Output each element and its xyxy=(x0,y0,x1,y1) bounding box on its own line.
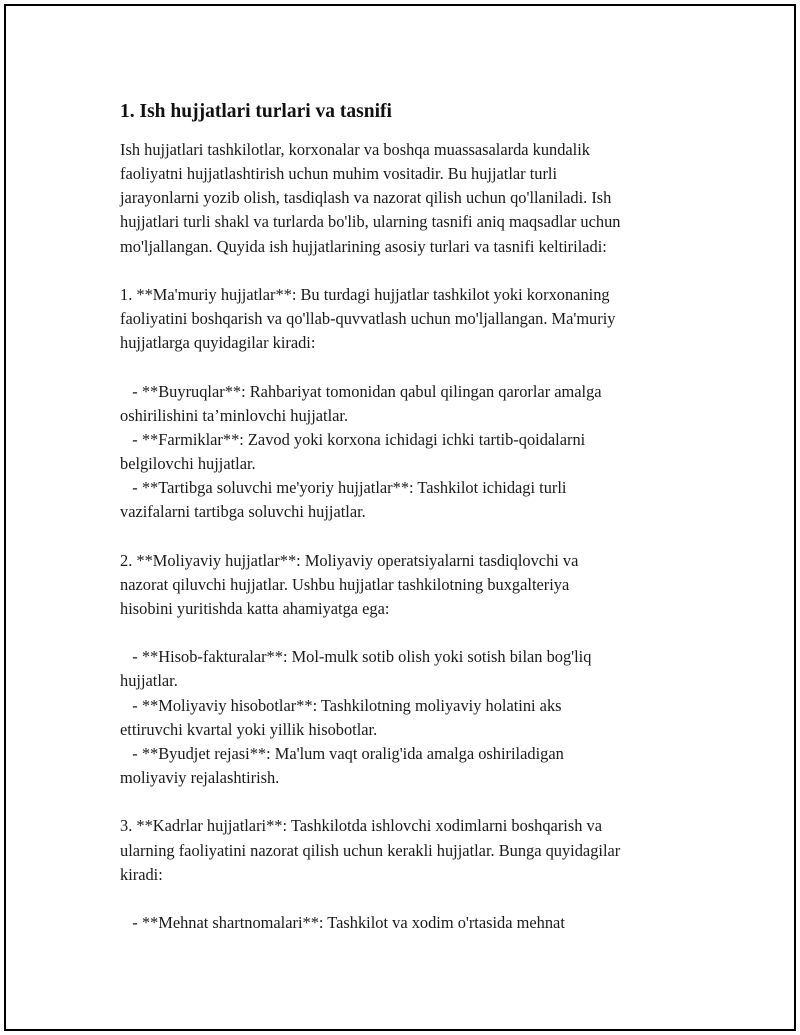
document-content xyxy=(120,99,696,935)
document-title: 1. Ish hujjatlari turlari va tasnifi xyxy=(120,101,392,122)
document-page xyxy=(4,4,796,1031)
document-body: Ish hujjatlari tashkilotlar, korxonalar va boshqa muassasalarda kundalik faoliyatni hujjatlashtirish uchun muhim vositadir. Bu hujjatlar turli jarayonlarni yozib olish, tasdiqlash va nazorat qilish uchun qo'llaniladi. Ish hujjatlari turli shakl va turlarda bo'lib, ularning tasnifi aniq maqsadlar uchun mo'ljallangan. Quyida ish hujjatlarining asosiy turlari va tasnifi keltiriladi: 1. **Ma'muriy hujjatlar**: Bu turdagi hujjatlar tashkilot yoki korxonaning faoliyatini boshqarish va qo'llab-quvvatlash uchun mo'ljallangan. Ma'muriy hujjatlarga quyidagilar kiradi: - **Buyruqlar**: Rahbariyat tomonidan qabul qilingan qarorlar amalga oshirilishini ta’minlovchi hujjatlar. - **Farmiklar**: Zavod yoki korxona ichidagi ichki tartib-qoidalarni belgilovchi hujjatlar. - **Tartibga soluvchi me'yoriy hujjatlar**: Tashkilot ichidagi turli vazifalarni tartibga soluvchi hujjatlar. 2. **Moliyaviy hujjatlar**: Moliyaviy operatsiyalarni tasdiqlovchi va nazorat qiluvchi hujjatlar. Ushbu hujjatlar tashkilotning buxgalteriya hisobini yuritishda katta ahamiyatga ega: - **Hisob-fakturalar**: Mol-mulk sotib olish yoki sotish bilan bog'liq hujjatlar. - **Moliyaviy hisobotlar**: Tashkilotning moliyaviy holatini aks ettiruvchi kvartal yoki yillik hisobotlar. - **Byudjet rejasi**: Ma'lum vaqt oralig'ida amalga oshiriladigan moliyaviy rejalashtirish. 3. **Kadrlar hujjatlari**: Tashkilotda ishlovchi xodimlarni boshqarish va ularning faoliyatini nazorat qilish uchun kerakli hujjatlar. Bunga quyidagilar kiradi: - **Mehnat shartnomalari**: Tashkilot va xodim o'rtasida mehnat xyxy=(120,140,621,932)
